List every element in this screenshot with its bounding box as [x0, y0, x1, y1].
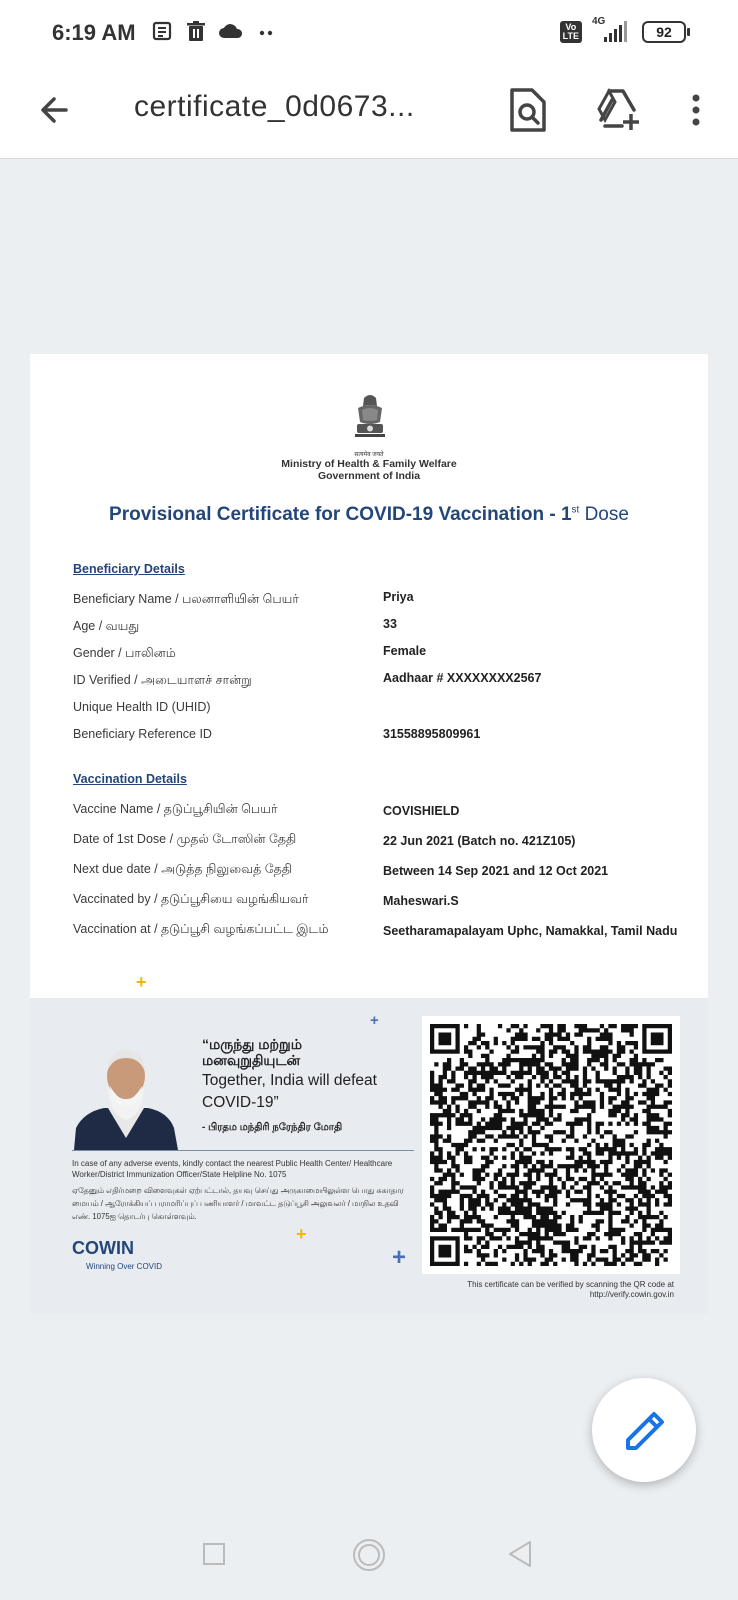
contact-tamil: ஏதேனும் எதிர்மறை விளைவுகள் ஏற்பட்டால், தயவு செய்து அருகாமையிலுள்ள பொது சுகாதார மையம் / ஆரோக்கியப் பராமரிப்புப் பணியாளர் / மாவட்ட தடுப்பூசி அலுவலர் / மாநில உதவி எண். 1075ஐ தொடர்பு கொள்ளவும். [72, 1186, 404, 1221]
beneficiary-section-title: Beneficiary Details [73, 562, 185, 576]
uhid-label: Unique Health ID (UHID) [73, 700, 211, 714]
quote-english: Together, India will defeat COVID-19” [202, 1072, 377, 1111]
volte-badge [560, 21, 582, 43]
beneficiary-name-label: Beneficiary Name / பலனாளியின் பெயர் [73, 592, 299, 606]
prime-minister-photo [74, 1042, 178, 1150]
battery-indicator: 92 [642, 21, 686, 43]
gender-value: Female [383, 644, 427, 658]
notification-icons [152, 20, 276, 42]
home-icon[interactable] [352, 1538, 386, 1572]
vaccine-name-value: COVISHIELD [383, 804, 460, 818]
vaccinated-by-value: Maheswari.S [383, 894, 459, 908]
vaccination-at-value: Seetharamapalayam Uphc, Namakkal, Tamil Nadu [383, 924, 678, 938]
id-verified-value: Aadhaar # XXXXXXXX2567 [383, 671, 542, 685]
volte-line2: LTE [562, 31, 579, 41]
add-to-drive-icon[interactable] [594, 86, 640, 132]
network-type: 4G [592, 16, 606, 27]
signal-strength [592, 16, 632, 44]
certificate-page [30, 354, 708, 1314]
more-vert-icon[interactable] [684, 88, 708, 132]
vaccination-section-title: Vaccination Details [73, 772, 187, 786]
heading-sup: st [571, 504, 580, 516]
id-verified-label: ID Verified / அடையாளச் சான்று [73, 673, 252, 687]
news-icon [152, 20, 174, 42]
app-bar [0, 66, 738, 159]
vaccination-at-label: Vaccination at / தடுப்பூசி வழங்கப்பட்ட இடம் [73, 922, 329, 936]
certificate-heading [30, 504, 708, 526]
gender-label: Gender / பாலினம் [73, 646, 176, 660]
next-due-label: Next due date / அடுத்த நிலுவைத் தேதி [73, 862, 292, 876]
more-notifications-icon [256, 21, 276, 41]
system-nav-bar [0, 1520, 738, 1600]
qr-code-icon [422, 1016, 680, 1274]
dose-date-value: 22 Jun 2021 (Batch no. 421Z105) [383, 834, 576, 848]
trash-icon [186, 20, 206, 42]
heading-dose: Dose [579, 504, 629, 525]
quote-tamil: “மருந்து மற்றும் மனவுறுதியுடன் [202, 1036, 303, 1068]
verify-line1: This certificate can be verified by scanning the QR code at [467, 1280, 674, 1289]
footer-divider [72, 1150, 414, 1151]
plus-decoration-icon: + [370, 1012, 379, 1029]
national-emblem-icon [350, 392, 390, 454]
quote-author: - பிரதம மந்திரி நரேந்திர மோதி [202, 1122, 343, 1133]
beneficiary-name-value: Priya [383, 590, 414, 604]
dose-date-label: Date of 1st Dose / முதல் டோஸின் தேதி [73, 832, 297, 846]
edit-fab-button[interactable] [592, 1378, 696, 1482]
reference-id-label: Beneficiary Reference ID [73, 727, 212, 741]
certificate-footer [30, 998, 708, 1314]
next-due-value: Between 14 Sep 2021 and 12 Oct 2021 [383, 864, 609, 878]
back-nav-icon[interactable] [508, 1540, 532, 1568]
search-document-icon[interactable] [508, 86, 548, 134]
status-time: 6:19 AM [52, 20, 136, 45]
cowin-tagline: Winning Over COVID [86, 1262, 163, 1271]
signal-icon [592, 20, 632, 44]
age-value: 33 [383, 617, 397, 631]
heading-main: Provisional Certificate for COVID-19 Vaccination - 1 [109, 504, 572, 525]
age-label: Age / வயது [73, 619, 140, 633]
verify-line2: http://verify.cowin.gov.in [589, 1290, 674, 1299]
plus-decoration-icon: + [136, 972, 147, 992]
plus-decoration-icon: + [392, 1244, 407, 1271]
system-status [560, 16, 686, 44]
cloud-icon [218, 21, 244, 41]
back-arrow-icon[interactable] [34, 88, 78, 132]
pencil-icon [592, 1378, 696, 1482]
status-bar [0, 0, 738, 66]
contact-english: In case of any adverse events, kindly contact the nearest Public Health Center/ Healthcare Worker/District Immunization Officer/State Helpline No. 1075 [72, 1159, 393, 1179]
plus-decoration-icon: + [296, 1224, 307, 1244]
government-name: Government of India [317, 470, 421, 482]
ministry-name: Ministry of Health & Family Welfare [281, 458, 457, 470]
volte-line1: Vo [565, 22, 577, 32]
document-title: certificate_0d0673... [134, 90, 415, 123]
cowin-logo [72, 1238, 134, 1259]
recent-apps-icon[interactable] [202, 1542, 226, 1566]
vaccinated-by-label: Vaccinated by / தடுப்பூசியை வழங்கியவர் [73, 892, 309, 906]
reference-id-value: 31558895809961 [383, 727, 481, 741]
cowin-brand: COWIN [72, 1238, 134, 1258]
emblem-motto: सत्यमेव जयते [354, 452, 384, 458]
qr-code [422, 1016, 680, 1274]
vaccine-name-label: Vaccine Name / தடுப்பூசியின் பெயர் [73, 802, 278, 816]
verify-note [410, 1280, 674, 1300]
